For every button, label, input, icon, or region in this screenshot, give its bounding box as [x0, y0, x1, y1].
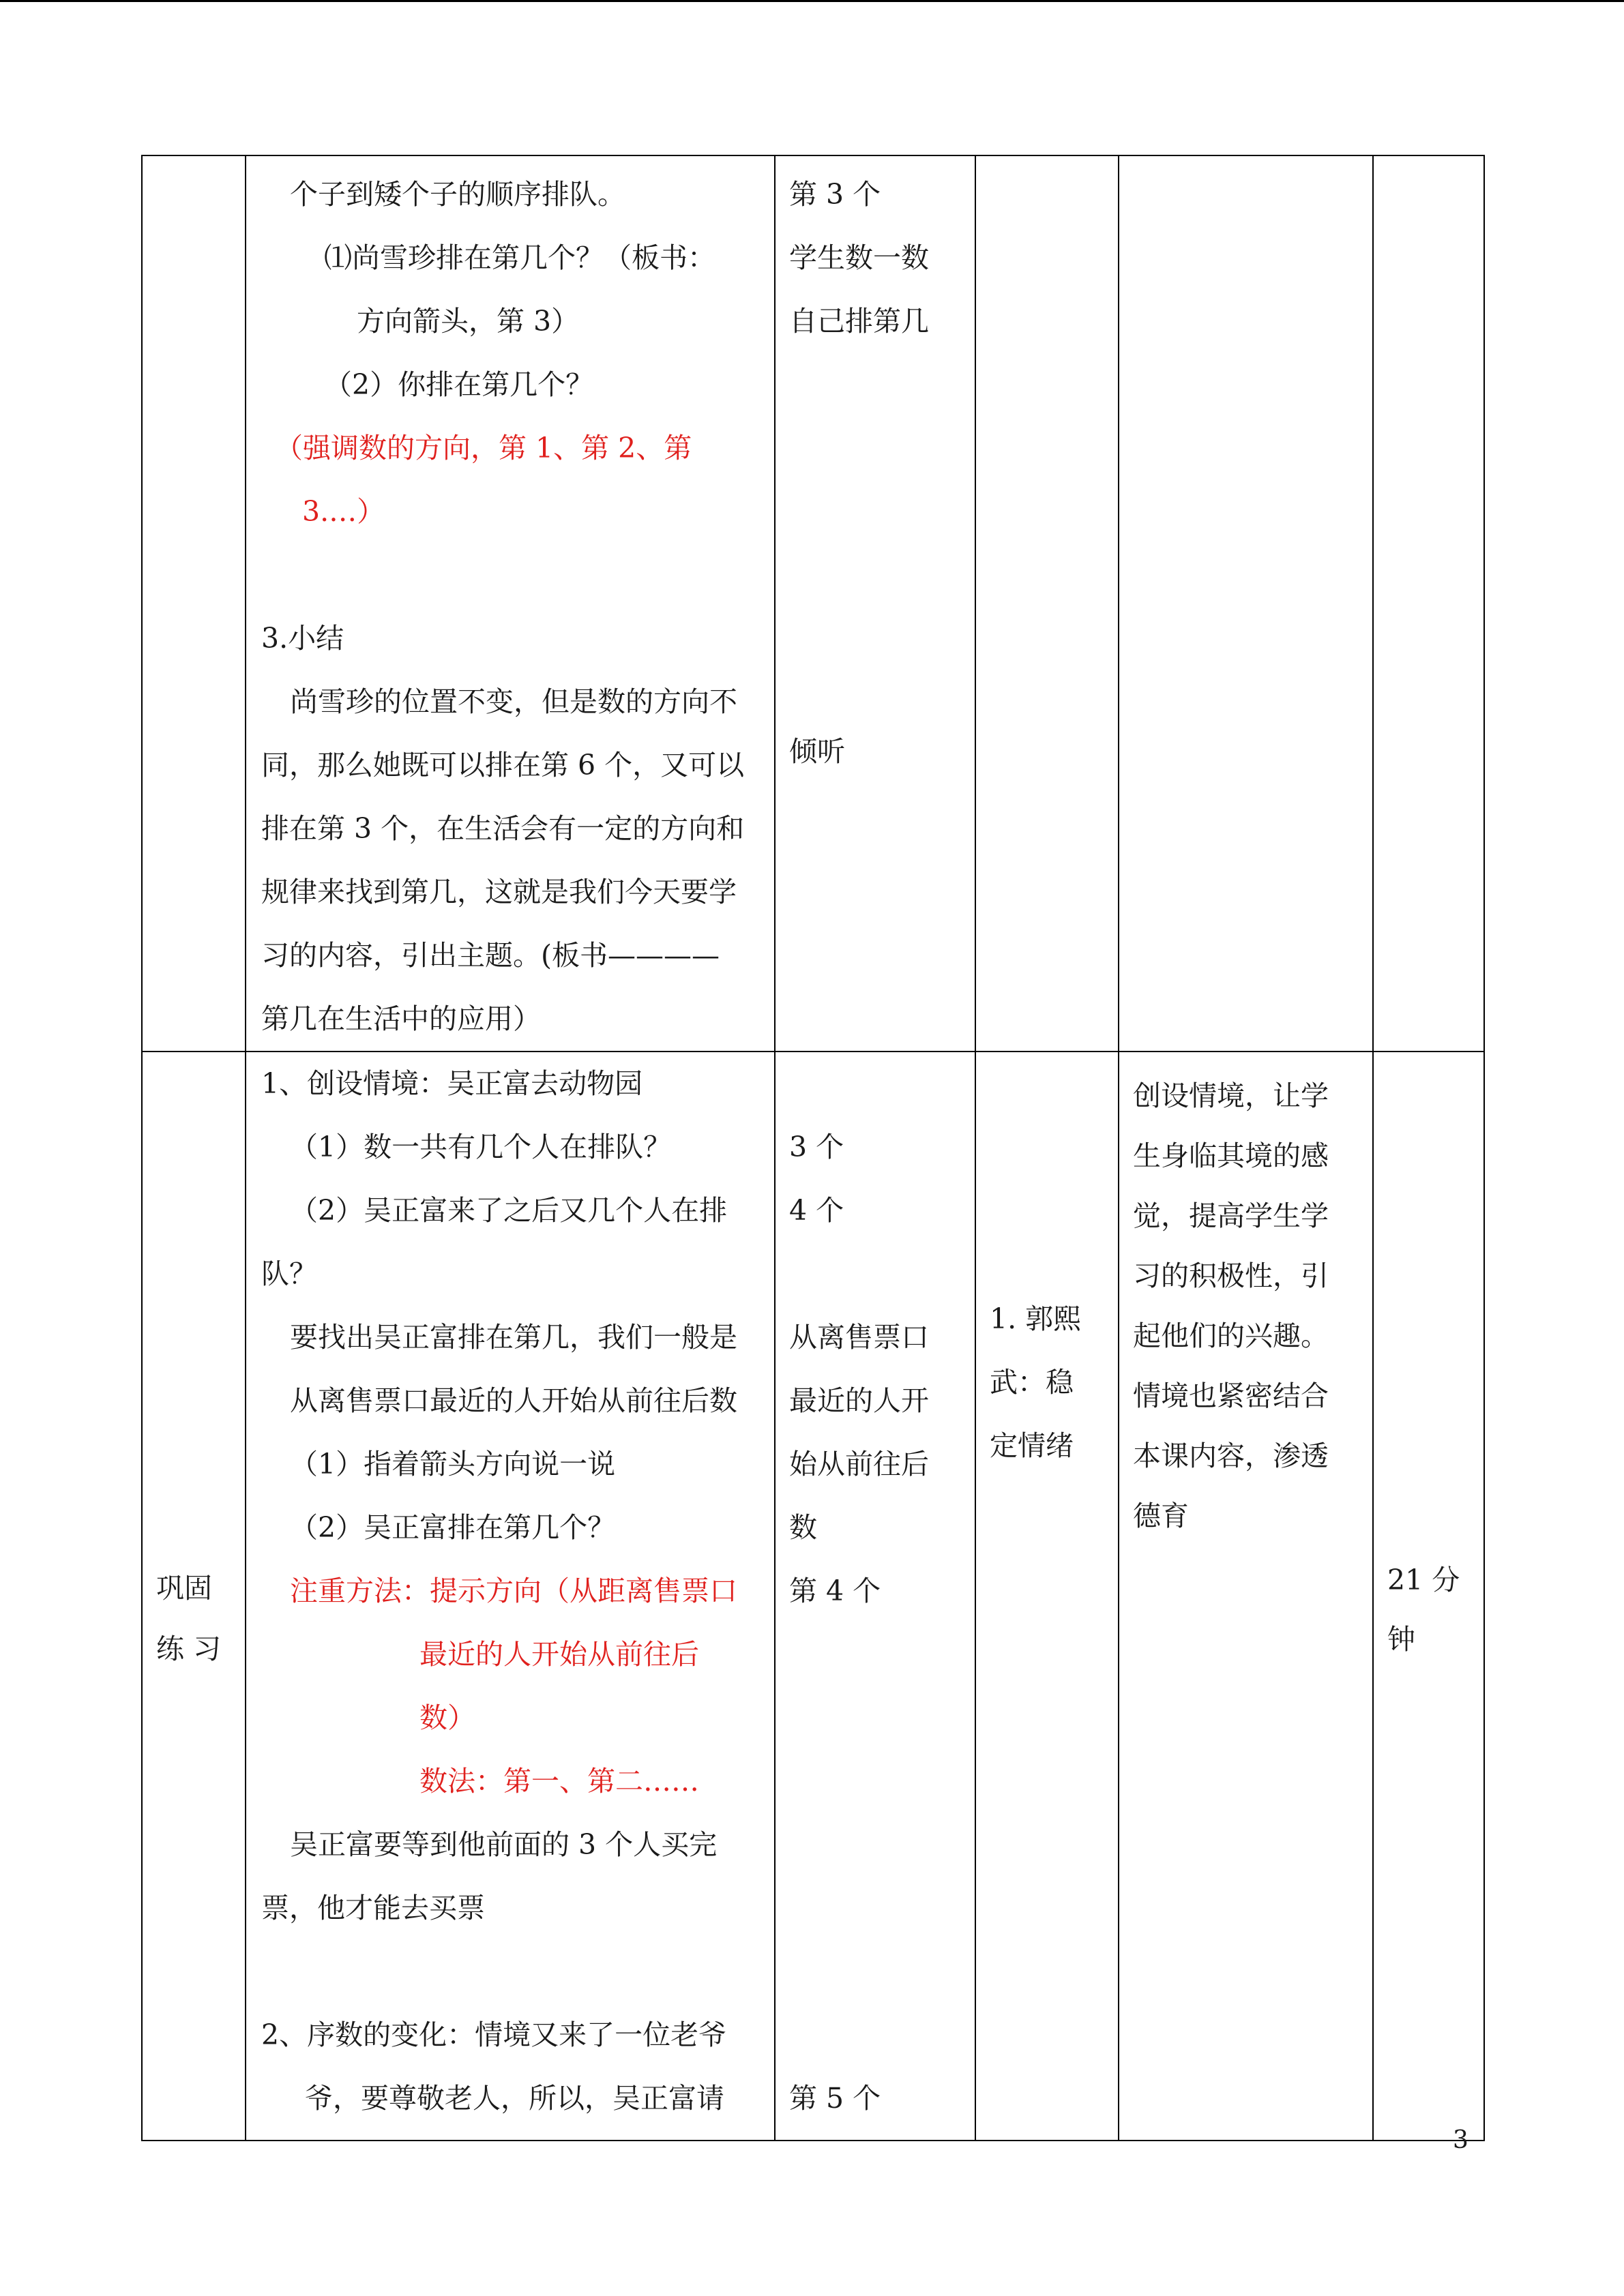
section-label-cell	[142, 155, 246, 1052]
student-activity-cell	[775, 155, 975, 1052]
blank-line	[789, 1877, 964, 1940]
blank-line	[789, 1940, 964, 2003]
time-cell	[1373, 155, 1484, 1052]
blank-line	[789, 1242, 964, 1306]
blank-line	[261, 543, 761, 607]
teaching-content-cell	[246, 155, 775, 1052]
objective-line: 起他们的兴趣。	[1133, 1320, 1329, 1352]
content-line: 排在第 3 个，在生活会有一定的方向和	[261, 812, 745, 845]
student-line: 始从前往后	[789, 1448, 929, 1480]
special-student-cell	[975, 155, 1119, 1052]
content-line: 吴正富要等到他前面的 3 个人买完	[290, 1828, 718, 1861]
student-line: 第 3 个	[789, 178, 881, 211]
content-line: 规律来找到第几，这就是我们今天要学	[261, 876, 737, 908]
student-line: 4 个	[789, 1194, 844, 1227]
emphasis-line: 最近的人开始从前往后	[419, 1638, 699, 1671]
objective-line: 觉，提高学生学	[1133, 1199, 1329, 1232]
emphasis-line: 注重方法：提示方向（从距离售票口	[290, 1575, 737, 1607]
student-line: 倾听	[789, 735, 845, 768]
blank-line	[789, 417, 964, 480]
content-line: 1、创设情境：吴正富去动物园	[261, 1067, 643, 1100]
summary-heading: 3.小结	[261, 622, 344, 655]
student-line: 第 5 个	[789, 2082, 881, 2115]
time-line: 21 分	[1387, 1564, 1460, 1596]
objective-line: 情境也紧密结合	[1133, 1380, 1329, 1412]
content-line: （2）吴正富来了之后又几个人在排	[290, 1194, 728, 1227]
content-line: （2）你排在第几个？	[324, 368, 594, 401]
objective-line: 创设情境，让学	[1133, 1079, 1329, 1112]
content-line: 要找出吴正富排在第几，我们一般是	[290, 1321, 737, 1354]
student-line: 数	[789, 1511, 817, 1544]
content-line: 第几在生活中的应用）	[261, 1002, 541, 1035]
time-cell	[1373, 1052, 1484, 2141]
content-line: 队？	[261, 1257, 317, 1290]
content-line: （1）指着箭头方向说一说	[290, 1448, 616, 1480]
special-student-cell	[975, 1052, 1119, 2141]
objective-line: 生身临其境的感	[1133, 1139, 1329, 1172]
student-line: 从离售票口	[789, 1321, 929, 1354]
table-row	[142, 1052, 1484, 2141]
content-line: 习的内容，引出主题。(板书————	[261, 939, 720, 972]
content-line: 爷，要尊敬老人，所以，吴正富请	[305, 2082, 724, 2115]
blank-line	[789, 543, 964, 607]
student-line: 最近的人开	[789, 1384, 929, 1417]
section-label-cell	[142, 1052, 246, 2141]
blank-line	[261, 1940, 761, 2003]
content-line: 个子到矮个子的顺序排队。	[290, 178, 625, 211]
blank-line	[789, 2003, 964, 2067]
emphasis-line: 数法：第一、第二……	[419, 1765, 699, 1798]
section-label: 练 习	[156, 1632, 222, 1665]
student-activity-cell	[775, 1052, 975, 2141]
objective-cell	[1119, 1052, 1373, 2141]
objective-line: 德育	[1133, 1500, 1189, 1532]
time-line: 钟	[1387, 1623, 1415, 1656]
emphasis-line: 3.…）	[302, 495, 385, 528]
blank-line	[789, 1052, 964, 1116]
content-line: 从离售票口最近的人开始从前往后数	[290, 1384, 737, 1417]
content-line: （2）吴正富排在第几个？	[290, 1511, 616, 1544]
blank-line	[789, 1750, 964, 1813]
lesson-plan-table	[141, 155, 1485, 2141]
content-line: 同，那么她既可以排在第 6 个，又可以	[261, 749, 745, 781]
section-label: 巩固	[156, 1572, 212, 1605]
student-line: 学生数一数	[789, 241, 929, 274]
special-line: 1. 郭熙	[990, 1302, 1082, 1335]
emphasis-line: 数）	[419, 1701, 475, 1734]
content-line: （1）数一共有几个人在排队？	[290, 1131, 672, 1163]
blank-line	[789, 1813, 964, 1877]
content-line: 尚雪珍的位置不变，但是数的方向不	[290, 685, 737, 718]
blank-line	[789, 607, 964, 670]
table-row	[142, 155, 1484, 1052]
content-line: 2、序数的变化：情境又来了一位老爷	[261, 2018, 727, 2051]
page-number: 3	[1453, 2126, 1468, 2154]
top-rule	[0, 0, 1624, 2]
content-line: 票，他才能去买票	[261, 1892, 485, 1924]
objective-line: 习的积极性，引	[1133, 1259, 1329, 1292]
content-line: ⑴尚雪珍排在第几个？（板书：	[324, 241, 715, 274]
teaching-content-cell	[246, 1052, 775, 2141]
student-line: 3 个	[789, 1131, 844, 1163]
emphasis-line: （强调数的方向，第 1、第 2、第	[275, 432, 692, 464]
content-line: 方向箭头，第 3）	[357, 305, 580, 338]
blank-line	[789, 353, 964, 417]
special-line: 定情绪	[990, 1429, 1074, 1462]
student-line: 第 4 个	[789, 1575, 881, 1607]
blank-line	[789, 1623, 964, 1686]
blank-line	[789, 1686, 964, 1750]
objective-line: 本课内容，渗透	[1133, 1440, 1329, 1472]
blank-line	[789, 480, 964, 543]
objective-cell	[1119, 155, 1373, 1052]
student-line: 自己排第几	[789, 305, 929, 338]
special-line: 武：稳	[990, 1366, 1074, 1399]
